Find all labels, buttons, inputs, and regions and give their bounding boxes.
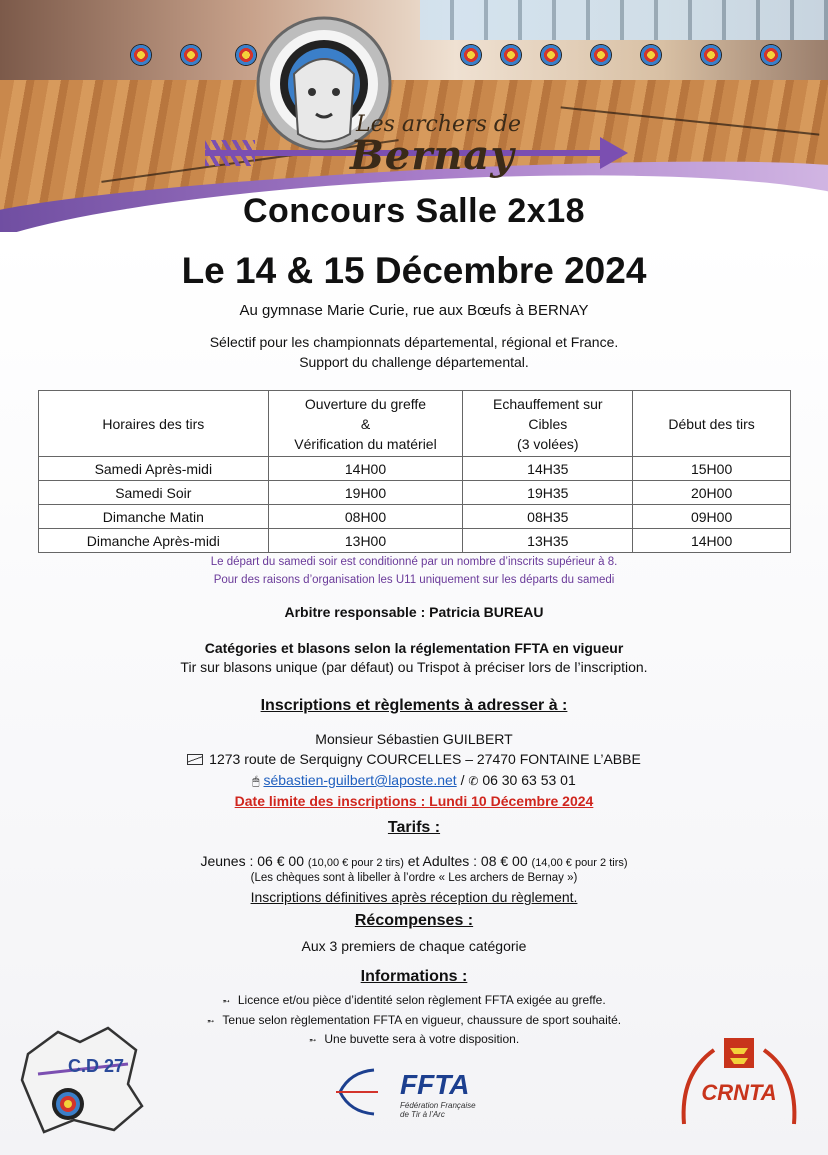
recompenses-text: Aux 3 premiers de chaque catégorie bbox=[301, 938, 527, 954]
arrow-bullet-icon: ➵ bbox=[308, 1035, 317, 1045]
info-item bbox=[0, 993, 828, 1007]
cell-warmup: 14H35 bbox=[463, 457, 633, 481]
header-start: Début des tirs bbox=[633, 391, 791, 457]
contact-line bbox=[0, 772, 828, 789]
page-title: Concours Salle 2x18 bbox=[242, 192, 586, 230]
definitive-note: Inscriptions définitives après réception du règlement. bbox=[250, 889, 578, 905]
cell-start: 09H00 bbox=[633, 505, 791, 529]
note-u11: Pour des raisons d’organisation les U11 uniquement sur les départs du samedi bbox=[213, 574, 615, 586]
target-icon bbox=[760, 44, 782, 66]
event-date: Le 14 & 15 Décembre 2024 bbox=[181, 250, 647, 291]
ffta-logo-icon bbox=[330, 1062, 530, 1122]
table-row bbox=[39, 457, 791, 481]
target-icon bbox=[500, 44, 522, 66]
cell-greffe: 14H00 bbox=[268, 457, 463, 481]
info-item-text: Tenue selon règlementation FFTA en vigueur, chaussure de sport souhaité. bbox=[222, 1013, 622, 1027]
header-warmup-l1: Echauffement sur bbox=[493, 395, 603, 412]
target-icon bbox=[460, 44, 482, 66]
table-header-row bbox=[39, 391, 791, 457]
email-link[interactable]: sébastien-guilbert@laposte.net bbox=[263, 772, 457, 788]
club-name-line1: Les archers de bbox=[356, 112, 521, 137]
crnta-logo-icon bbox=[674, 1034, 804, 1134]
mouse-icon: 🖱 bbox=[252, 774, 260, 788]
venue: Au gymnase Marie Curie, rue aux Bœufs à BERNAY bbox=[239, 302, 589, 319]
target-icon bbox=[180, 44, 202, 66]
header-sessions: Horaires des tirs bbox=[39, 391, 269, 457]
tarifs-heading: Tarifs : bbox=[387, 819, 441, 836]
cell-warmup: 19H35 bbox=[463, 481, 633, 505]
phone-number: 06 30 63 53 01 bbox=[482, 772, 576, 788]
target-icon bbox=[590, 44, 612, 66]
envelope-icon bbox=[187, 754, 203, 765]
crnta-label: CRNTA bbox=[701, 1080, 777, 1105]
price-adultes: et Adultes : 08 € 00 bbox=[407, 853, 528, 869]
contact-separator: / bbox=[460, 772, 465, 788]
header-warmup-l3: (3 volées) bbox=[517, 435, 579, 452]
cell-greffe: 19H00 bbox=[268, 481, 463, 505]
contact-address bbox=[0, 751, 828, 767]
target-icon bbox=[540, 44, 562, 66]
header-warmup bbox=[463, 391, 633, 457]
header-warmup-l2: Cibles bbox=[528, 415, 568, 432]
header-greffe-l2: & bbox=[360, 415, 371, 432]
schedule-table bbox=[38, 390, 791, 553]
cell-session: Samedi Après-midi bbox=[39, 457, 269, 481]
prices bbox=[0, 853, 828, 869]
registration-deadline: Date limite des inscriptions : Lundi 10 Décembre 2024 bbox=[234, 793, 594, 809]
table-row bbox=[39, 529, 791, 553]
price-jeunes-detail: (10,00 € pour 2 tirs) bbox=[307, 857, 404, 869]
arrow-bullet-icon: ➵ bbox=[206, 1016, 215, 1026]
info-item-text: Une buvette sera à votre disposition. bbox=[324, 1032, 520, 1046]
arrow-bullet-icon: ➵ bbox=[222, 996, 230, 1006]
cell-start: 20H00 bbox=[633, 481, 791, 505]
target-icon bbox=[640, 44, 662, 66]
cell-warmup: 08H35 bbox=[463, 505, 633, 529]
header-greffe-l1: Ouverture du greffe bbox=[304, 395, 427, 412]
target-icon bbox=[130, 44, 152, 66]
cell-session: Samedi Soir bbox=[39, 481, 269, 505]
cell-greffe: 08H00 bbox=[268, 505, 463, 529]
info-item-text: Licence et/ou pièce d’identité selon règlement FFTA exigée au greffe. bbox=[237, 993, 606, 1007]
recompenses-heading: Récompenses : bbox=[354, 912, 474, 929]
phone-icon: ✆ bbox=[468, 774, 479, 788]
selective-line-1: Sélectif pour les championnats départemental, régional et France. bbox=[209, 334, 619, 350]
arrow-head-icon bbox=[600, 137, 628, 169]
cell-start: 14H00 bbox=[633, 529, 791, 553]
table-row bbox=[39, 505, 791, 529]
cell-warmup: 13H35 bbox=[463, 529, 633, 553]
table-row bbox=[39, 481, 791, 505]
club-name-line2: Bernay bbox=[350, 132, 515, 179]
cell-session: Dimanche Matin bbox=[39, 505, 269, 529]
price-adultes-detail: (14,00 € pour 2 tirs) bbox=[531, 857, 628, 869]
ffta-sub2: de Tir à l’Arc bbox=[400, 1110, 445, 1119]
contact-name: Monsieur Sébastien GUILBERT bbox=[315, 731, 513, 747]
address-text: 1273 route de Serquigny COURCELLES – 27470 FONTAINE L’ABBE bbox=[209, 751, 641, 767]
ffta-label: FFTA bbox=[400, 1069, 470, 1100]
cheques-note: (Les chèques sont à libeller à l’ordre « Les archers de Bernay ») bbox=[250, 872, 578, 884]
ffta-sub1: Fédération Française bbox=[400, 1101, 476, 1110]
informations-heading: Informations : bbox=[360, 968, 468, 985]
cd27-logo-icon bbox=[18, 1024, 148, 1136]
note-saturday-evening: Le départ du samedi soir est conditionné par un nombre d’inscrits supérieur à 8. bbox=[210, 556, 618, 568]
cd27-label: C.D 27 bbox=[67, 1056, 125, 1076]
price-jeunes: Jeunes : 06 € 00 bbox=[200, 853, 304, 869]
categories-text: Tir sur blasons unique (par défaut) ou Trispot à préciser lors de l’inscription. bbox=[180, 659, 648, 675]
target-icon bbox=[700, 44, 722, 66]
cell-session: Dimanche Après-midi bbox=[39, 529, 269, 553]
gym-windows bbox=[420, 0, 828, 40]
header-greffe-l3: Vérification du matériel bbox=[294, 435, 437, 452]
referee: Arbitre responsable : Patricia BUREAU bbox=[284, 604, 544, 620]
categories-title: Catégories et blasons selon la réglementation FFTA en vigueur bbox=[204, 640, 624, 656]
cell-start: 15H00 bbox=[633, 457, 791, 481]
inscriptions-heading: Inscriptions et règlements à adresser à : bbox=[260, 697, 568, 714]
header-greffe bbox=[268, 391, 463, 457]
selective-line-2: Support du challenge départemental. bbox=[299, 354, 529, 370]
cell-greffe: 13H00 bbox=[268, 529, 463, 553]
